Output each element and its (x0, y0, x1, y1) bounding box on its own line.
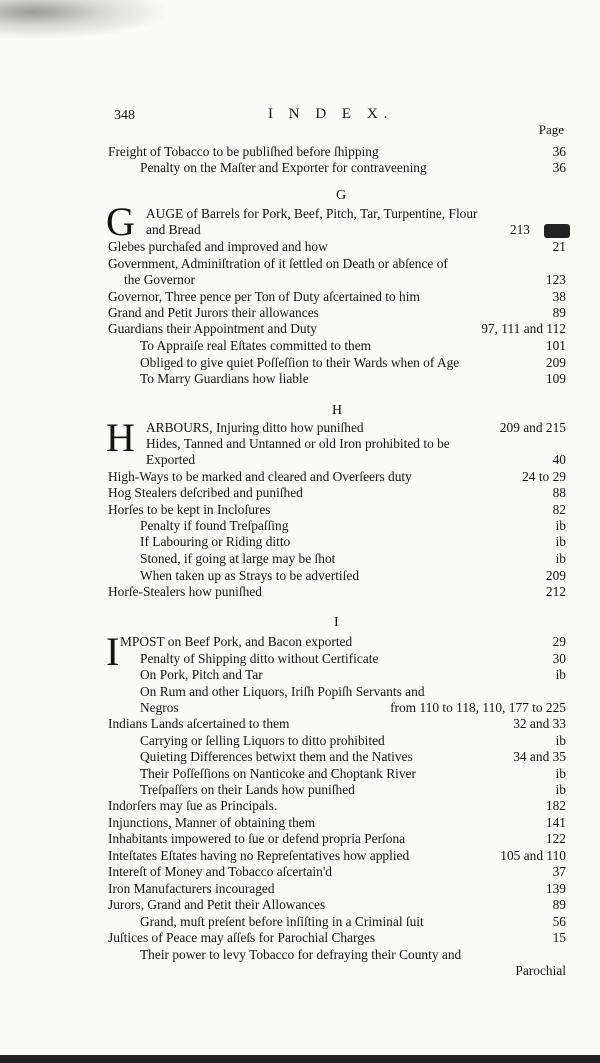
entry-page: 97, 111 and 112 (481, 321, 566, 336)
entry-page: 89 (552, 897, 566, 912)
entry-text: AUGE of Barrels for Pork, Beef, Pitch, Tar, Turpentine, Flour (146, 206, 478, 221)
entry-page: ib (555, 551, 566, 566)
entry-page: 30 (552, 651, 566, 666)
entry-text: Carrying or ſelling Liquors to ditto prohibited (140, 733, 385, 748)
entry-text: Treſpaſſers on their Lands how puniſhed (140, 782, 355, 797)
drop-cap-g: G (106, 199, 135, 244)
entry-page: ib (555, 782, 566, 797)
drop-cap-i: I (106, 629, 120, 674)
entry-text: On Rum and other Liquors, Iriſh Popiſh Servants and (140, 684, 425, 699)
entry-text: Freight of Tobacco to be publiſhed before ſhipping (108, 144, 379, 159)
entry-text: MPOST on Beef Pork, and Bacon exported (120, 634, 353, 649)
entry-page: 101 (545, 338, 566, 353)
entry-text: When taken up as Strays to be advertiſed (140, 568, 360, 583)
entry-text: Horſes to be kept in Incloſures (108, 502, 271, 517)
entry-text: Indians Lands aſcertained to them (108, 716, 290, 731)
entry-text: Quieting Differences betwixt them and the Natives (140, 749, 413, 764)
entry-text: Grand and Petit Jurors their allowances (108, 305, 319, 320)
entry-page: 37 (552, 864, 566, 879)
entry-text: High-Ways to be marked and cleared and Overſeers duty (108, 469, 412, 484)
entry-page: 29 (552, 634, 566, 649)
entry-text: Exported (146, 452, 196, 467)
page-bottom-edge (0, 1055, 600, 1063)
entry-text: Injunctions, Manner of obtaining them (108, 815, 316, 830)
entry-text: Negros (140, 700, 179, 715)
entry-text: Penalty of Shipping ditto without Certificate (140, 651, 379, 666)
entry-text: the Governor (124, 272, 196, 287)
entry-page: 109 (545, 371, 566, 386)
entry-page: 36 (552, 160, 566, 175)
entry-text: Penalty on the Maſter and Exporter for contraveening (140, 160, 427, 175)
entry-text: Their power to levy Tobacco for defraying their County and (140, 947, 462, 962)
entry-page: 88 (552, 485, 566, 500)
ink-blot (544, 224, 570, 238)
entry-text: To Marry Guardians how liable (140, 371, 309, 386)
entry-text: Iron Manufacturers incouraged (108, 881, 275, 896)
entry-page: 89 (552, 305, 566, 320)
entry-page: 139 (545, 881, 566, 896)
entry-text: Governor, Three pence per Ton of Duty aſcertained to him (108, 289, 420, 304)
entry-text: On Pork, Pitch and Tar (140, 667, 263, 682)
section-letter-h: H (332, 403, 343, 418)
page-column-label: Page (538, 122, 564, 137)
entry-text: Stoned, if going at large may be ſhot (140, 551, 336, 566)
entry-page: 209 (545, 355, 566, 370)
entry-page: 24 to 29 (522, 469, 566, 484)
drop-cap-h: H (106, 415, 135, 460)
entry-text: Intereſt of Money and Tobacco aſcertain'd (108, 864, 332, 879)
entry-page: 209 (545, 568, 566, 583)
section-letter-g: G (336, 188, 347, 203)
entry-text: If Labouring or Riding ditto (140, 534, 291, 549)
entry-page: 123 (545, 272, 566, 287)
entry-page: 21 (552, 239, 566, 254)
entry-text: ARBOURS, Injuring ditto how puniſhed (146, 420, 364, 435)
entry-page: 141 (545, 815, 566, 830)
entry-page: 209 and 215 (499, 420, 566, 435)
page-number: 348 (114, 108, 135, 123)
entry-page: 213 (509, 222, 530, 237)
entry-page: 34 and 35 (513, 749, 566, 764)
entry-page: from 110 to 118, 110, 177 to 225 (390, 700, 566, 715)
entry-text: Hides, Tanned and Untanned or old Iron prohibited to be (146, 436, 450, 451)
entry-page: ib (555, 667, 566, 682)
entry-page: ib (555, 733, 566, 748)
entry-page: ib (555, 534, 566, 549)
entry-page: 105 and 110 (500, 848, 566, 863)
entry-page: 182 (545, 798, 566, 813)
entry-text: Juſtices of Peace may aſſeſs for Parochial Charges (108, 930, 376, 945)
section-letter-i: I (334, 615, 339, 630)
entry-page: 15 (552, 930, 566, 945)
entry-text: Guardians their Appointment and Duty (108, 321, 318, 336)
entry-text: Jurors, Grand and Petit their Allowances (108, 897, 326, 912)
entry-page: 38 (552, 289, 566, 304)
page-title: I N D E X. (268, 106, 394, 122)
entry-page: 212 (545, 584, 566, 599)
entry-text: Glebes purchaſed and improved and how (108, 239, 328, 254)
entry-text: Inhabitants impowered to ſue or defend propria Perſona (108, 831, 406, 846)
entry-text: Inteſtates Eſtates having no Repreſentatives how applied (108, 848, 410, 863)
entry-text: Horſe-Stealers how puniſhed (108, 584, 262, 599)
entry-text: Grand, muſt preſent before inſiſting in a Criminal ſuit (140, 914, 424, 929)
entry-text: To Appraiſe real Eſtates committed to them (140, 338, 372, 353)
entry-text: Hog Stealers deſcribed and puniſhed (108, 485, 303, 500)
entry-page: ib (555, 766, 566, 781)
catchword: Parochial (515, 963, 566, 978)
entry-text: Government, Adminiſtration of it ſettled on Death or abſence of (108, 256, 448, 271)
entry-page: ib (555, 518, 566, 533)
entry-page: 40 (552, 452, 566, 467)
entry-text: Indorſers may ſue as Principals. (108, 798, 278, 813)
entry-page: 122 (545, 831, 566, 846)
entry-text: Penalty if found Treſpaſſing (140, 518, 289, 533)
entry-text: Their Poſſeſſions on Nanticoke and Choptank River (140, 766, 416, 781)
page-corner-speckle (0, 0, 170, 40)
entry-page: 36 (552, 144, 566, 159)
entry-page: 82 (552, 502, 566, 517)
entry-text: and Bread (146, 222, 201, 237)
entry-page: 56 (552, 914, 566, 929)
entry-page: 32 and 33 (513, 716, 566, 731)
entry-text: Obliged to give quiet Poſſeſſion to their Wards when of Age (140, 355, 460, 370)
